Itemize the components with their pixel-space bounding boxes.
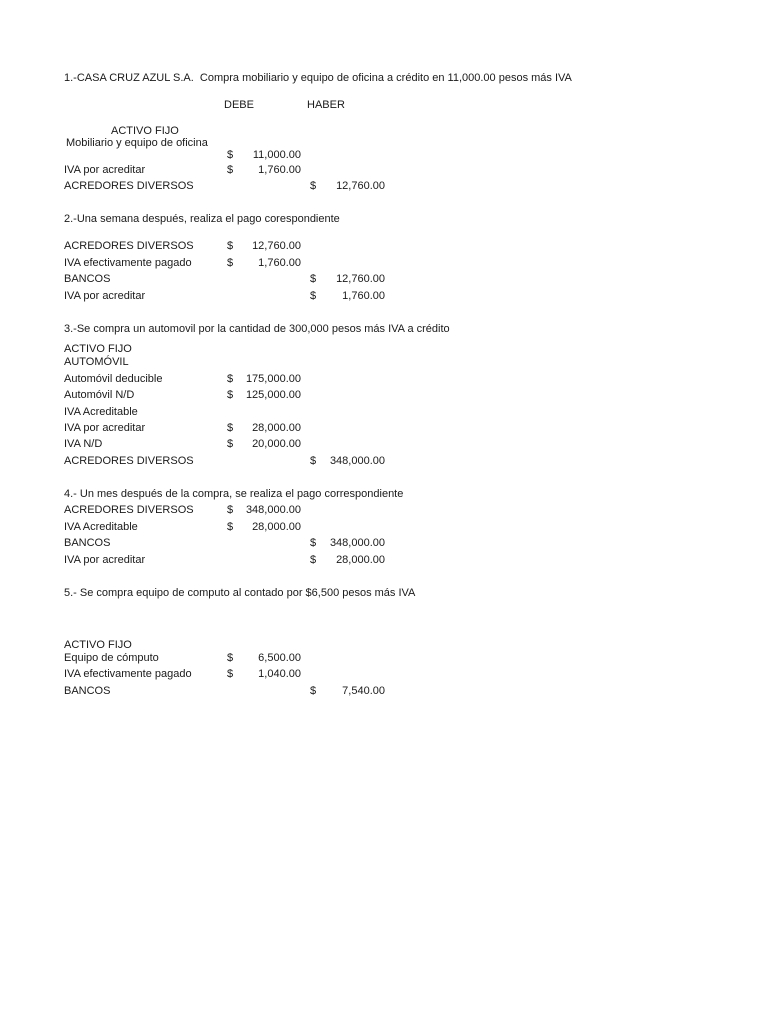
row-label: BANCOS (64, 537, 111, 549)
debe-amount: 6,500.00 (258, 652, 301, 664)
row-label: 4.- Un mes después de la compra, se realiza el pago correspondiente (64, 488, 404, 500)
row-label: 5.- Se compra equipo de computo al contado por $6,500 pesos más IVA (64, 587, 416, 599)
debe-amount: 20,000.00 (252, 438, 301, 450)
debe-currency-symbol: $ (227, 164, 234, 176)
haber-currency-symbol: $ (310, 290, 317, 302)
debe-currency-symbol: $ (227, 240, 234, 252)
debe-currency-symbol: $ (227, 149, 234, 161)
debe-currency-symbol: $ (227, 373, 234, 385)
row-label: 3.-Se compra un automovil por la cantidad de 300,000 pesos más IVA a crédito (64, 323, 450, 335)
debe-amount: 1,040.00 (258, 668, 301, 680)
haber-currency-symbol: $ (310, 537, 317, 549)
row-label: IVA por acreditar (64, 164, 146, 176)
haber-currency-symbol: $ (310, 273, 317, 285)
debe-amount: 11,000.00 (252, 149, 301, 161)
debe-currency-symbol: $ (227, 652, 234, 664)
debe-amount: 1,760.00 (258, 164, 301, 176)
haber-amount: 28,000.00 (336, 554, 385, 566)
haber-amount: 1,760.00 (342, 290, 385, 302)
debe-currency-symbol: $ (227, 438, 234, 450)
row-label: BANCOS (64, 685, 111, 697)
row-label: ACREDORES DIVERSOS (64, 504, 194, 516)
row-label: Mobiliario y equipo de oficina (66, 137, 208, 149)
row-label: Automóvil N/D (64, 389, 135, 401)
haber-amount: 12,760.00 (336, 273, 385, 285)
row-label: IVA por acreditar (64, 290, 146, 302)
haber-currency-symbol: $ (310, 685, 317, 697)
row-label: AUTOMÓVIL (64, 356, 129, 368)
debe-currency-symbol: $ (227, 257, 234, 269)
row-label: ACTIVO FIJO (111, 125, 179, 137)
haber-amount: 348,000.00 (329, 537, 385, 549)
debe-amount: 12,760.00 (252, 240, 301, 252)
debe-amount: 125,000.00 (245, 389, 301, 401)
haber-currency-symbol: $ (310, 180, 317, 192)
row-label: IVA por acreditar (64, 554, 146, 566)
haber-currency-symbol: $ (310, 455, 317, 467)
debe-currency-symbol: $ (227, 422, 234, 434)
row-label: BANCOS (64, 273, 111, 285)
row-label: IVA efectivamente pagado (64, 668, 192, 680)
debe-currency-symbol: $ (227, 668, 234, 680)
row-label: DEBE (224, 99, 254, 111)
debe-currency-symbol: $ (227, 389, 234, 401)
row-label: Equipo de cómputo (64, 652, 159, 664)
row-label: ACREDORES DIVERSOS (64, 240, 194, 252)
haber-currency-symbol: $ (310, 554, 317, 566)
row-label: Automóvil deducible (64, 373, 163, 385)
row-label: 1.-CASA CRUZ AZUL S.A. Compra mobiliario y equipo de oficina a crédito en 11,000.00 pesos más IVA (64, 72, 572, 84)
row-label: 2.-Una semana después, realiza el pago corespondiente (64, 213, 340, 225)
row-label: IVA Acreditable (64, 521, 138, 533)
row-label: ACREDORES DIVERSOS (64, 180, 194, 192)
row-label: ACTIVO FIJO (64, 343, 132, 355)
debe-amount: 28,000.00 (252, 422, 301, 434)
debe-amount: 1,760.00 (258, 257, 301, 269)
row-label: IVA Acreditable (64, 406, 138, 418)
haber-amount: 348,000.00 (329, 455, 385, 467)
haber-amount: 12,760.00 (336, 180, 385, 192)
debe-currency-symbol: $ (227, 521, 234, 533)
row-label: IVA efectivamente pagado (64, 257, 192, 269)
row-label: HABER (307, 99, 345, 111)
debe-amount: 348,000.00 (245, 504, 301, 516)
debe-currency-symbol: $ (227, 504, 234, 516)
row-label: ACREDORES DIVERSOS (64, 455, 194, 467)
row-label: ACTIVO FIJO (64, 639, 132, 651)
debe-amount: 175,000.00 (245, 373, 301, 385)
haber-amount: 7,540.00 (342, 685, 385, 697)
row-label: IVA por acreditar (64, 422, 146, 434)
debe-amount: 28,000.00 (252, 521, 301, 533)
row-label: IVA N/D (64, 438, 103, 450)
